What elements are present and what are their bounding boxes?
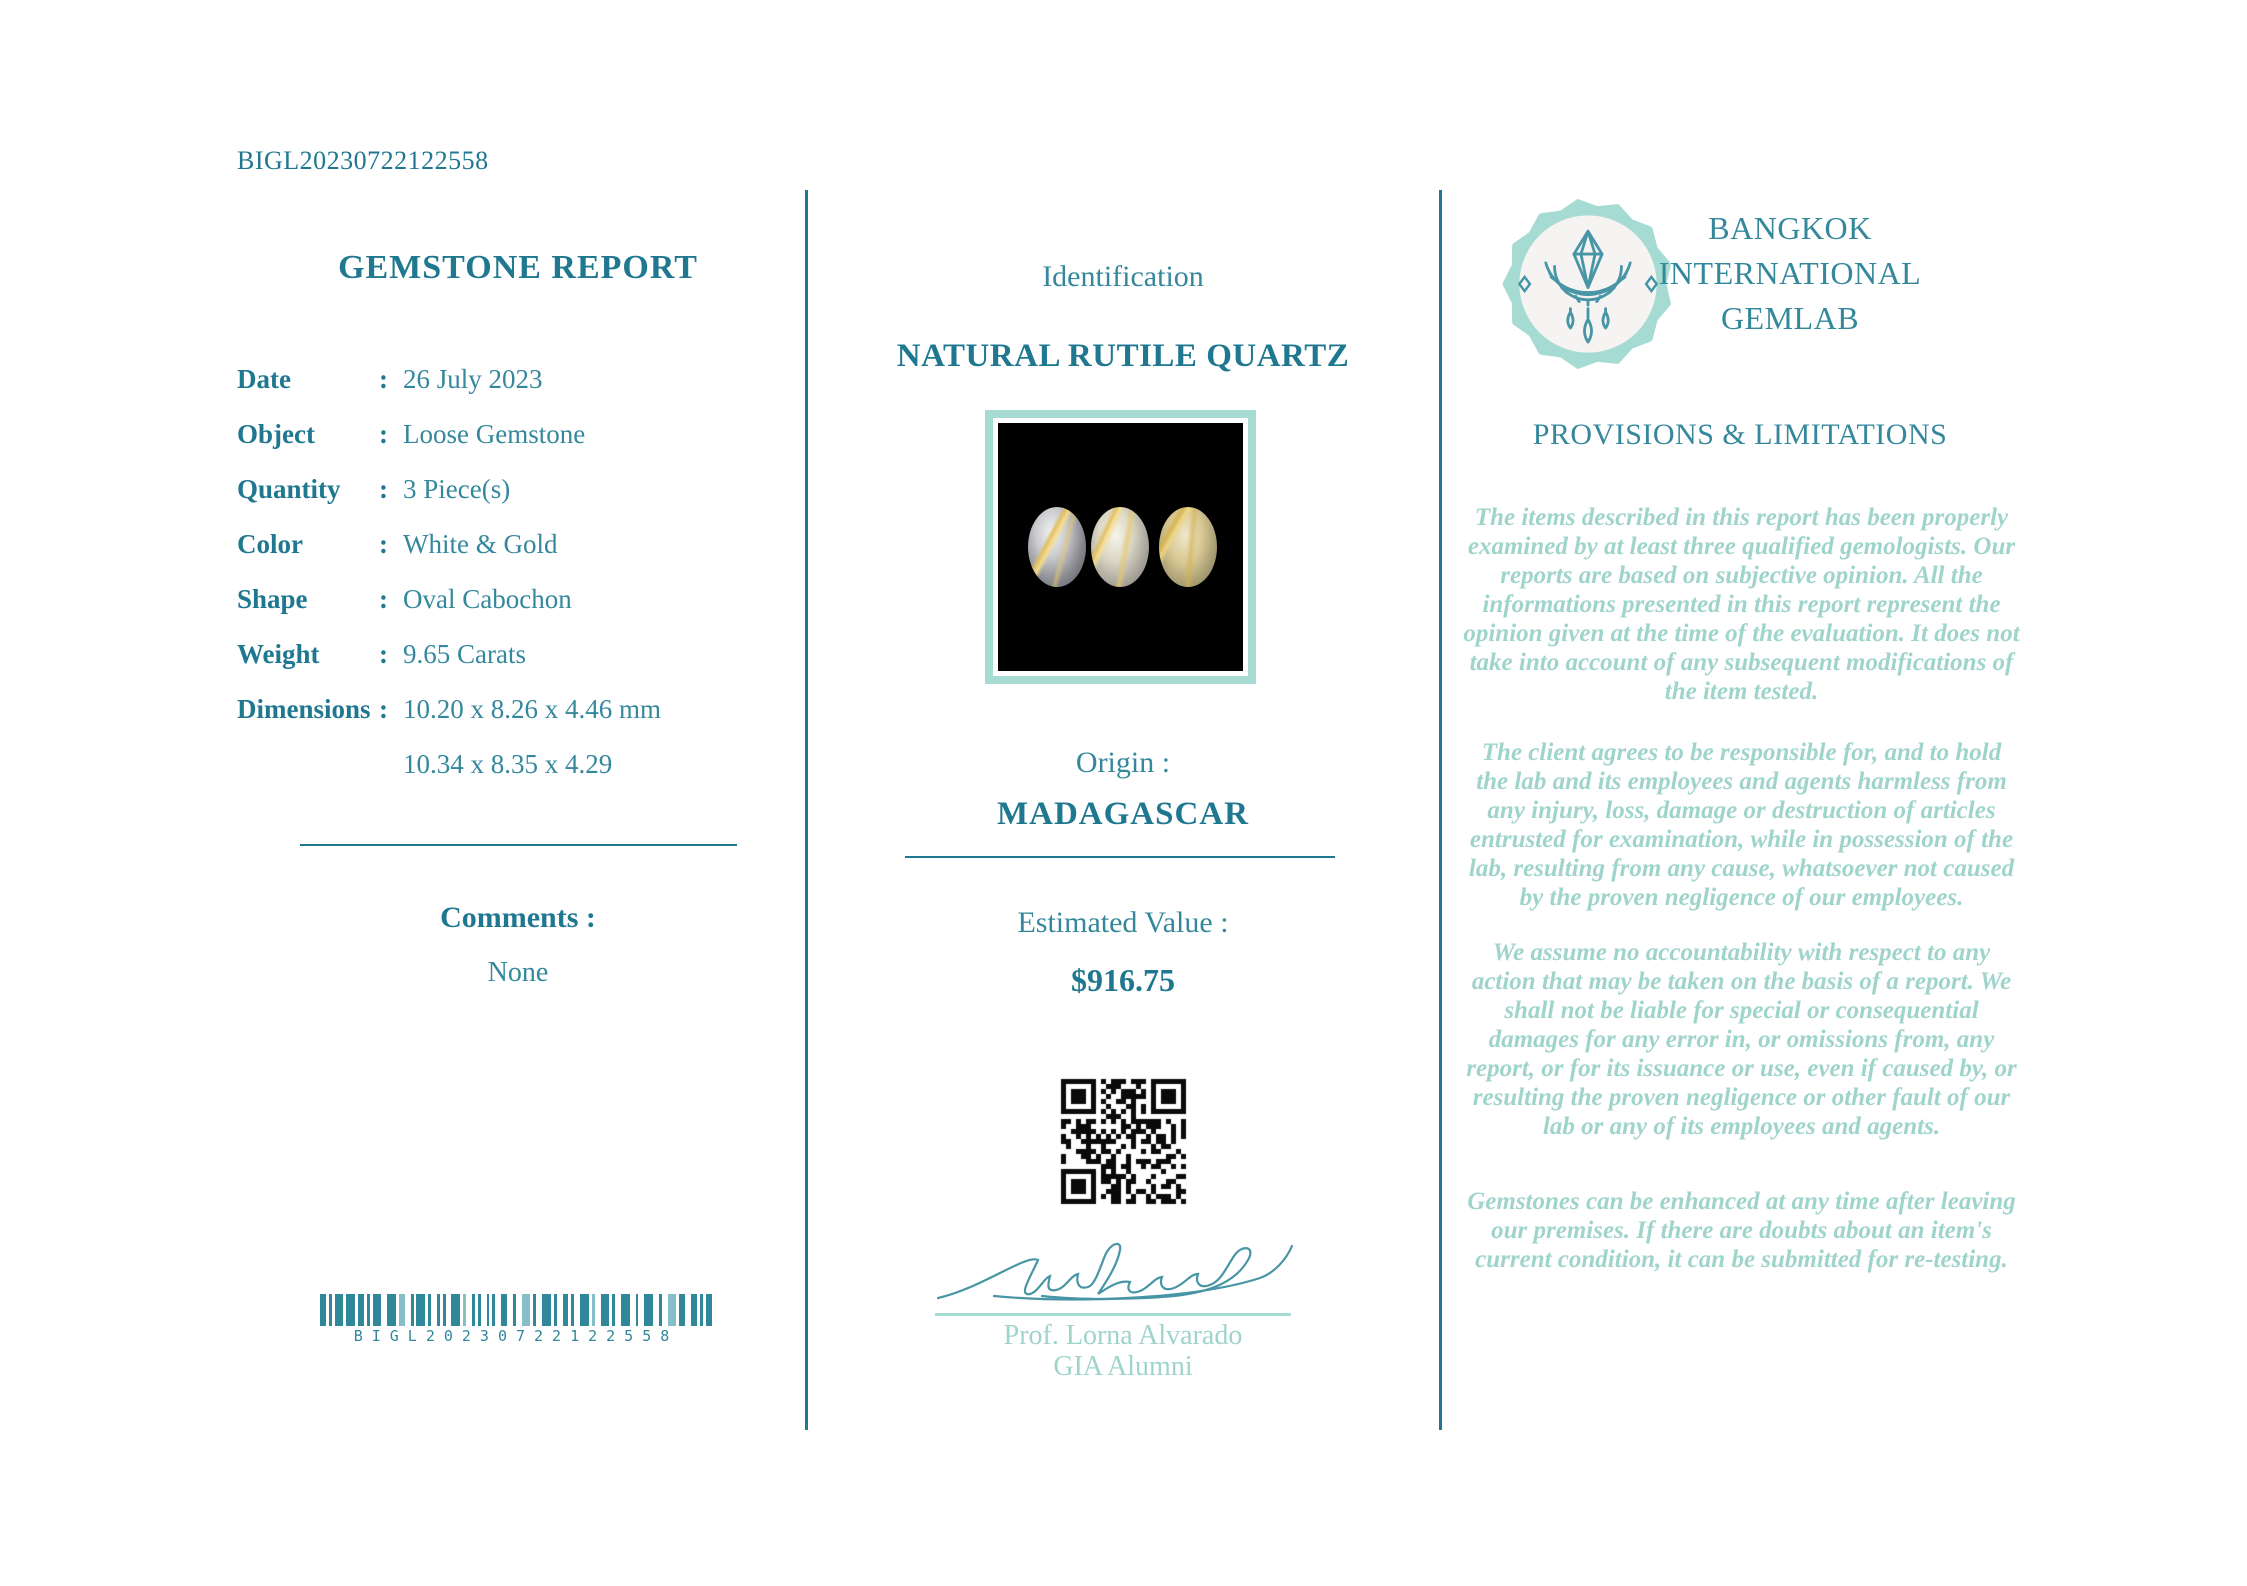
detail-value: Oval Cabochon xyxy=(403,584,572,614)
detail-row-dimensions xyxy=(237,694,777,749)
gemstone-cabochon-2 xyxy=(1091,507,1149,587)
detail-label: Dimensions xyxy=(237,694,371,724)
qr-code xyxy=(1060,1078,1187,1205)
detail-value: Loose Gemstone xyxy=(403,419,586,449)
estimated-value-amount: $916.75 xyxy=(1071,962,1175,998)
lab-name-line-3: GEMLAB xyxy=(1720,300,1860,336)
certifier-credential: GIA Alumni xyxy=(1053,1351,1193,1382)
detail-label: Shape xyxy=(237,584,308,614)
provisions-paragraph-4: Gemstones can be enhanced at any time after leaving our premises. If there are doubts about an item's current condition, it can be submitted for re-testing. xyxy=(1467,1188,2016,1273)
detail-value: 26 July 2023 xyxy=(403,364,543,394)
detail-colon: : xyxy=(379,364,388,394)
gemstone-photo-inner-border xyxy=(993,418,1248,676)
certifier-name: Prof. Lorna Alvarado xyxy=(1003,1320,1243,1351)
barcode-bars xyxy=(320,1294,712,1326)
gemstone-cabochon-3 xyxy=(1159,507,1217,587)
origin-heading: Origin : xyxy=(1075,746,1171,779)
gem-name: NATURAL RUTILE QUARTZ xyxy=(896,338,1350,374)
detail-colon: : xyxy=(379,694,388,724)
lab-name-line-2: INTERNATIONAL xyxy=(1658,255,1922,291)
detail-colon: : xyxy=(379,474,388,504)
detail-row-dimensions-cont xyxy=(237,749,777,804)
lab-name xyxy=(1635,206,1945,341)
comments-value: None xyxy=(487,957,549,988)
detail-value: 3 Piece(s) xyxy=(403,474,511,504)
detail-colon: : xyxy=(379,419,388,449)
gemstone-photo xyxy=(985,410,1256,684)
identification-heading: Identification xyxy=(1042,260,1204,293)
detail-row-quantity xyxy=(237,474,777,529)
signature-line xyxy=(935,1313,1291,1316)
gemstone-photo-background xyxy=(998,423,1243,671)
detail-value: 10.20 x 8.26 x 4.46 mm xyxy=(403,694,662,724)
detail-label: Color xyxy=(237,529,303,559)
report-number: BIGL20230722122558 xyxy=(237,146,489,175)
detail-row-color xyxy=(237,529,777,584)
detail-row-weight xyxy=(237,639,777,694)
detail-value: 10.34 x 8.35 x 4.29 xyxy=(403,749,613,779)
detail-colon: : xyxy=(379,639,388,669)
comments-heading: Comments : xyxy=(440,901,596,934)
lab-name-line-1: BANGKOK xyxy=(1708,210,1872,246)
detail-label: Date xyxy=(237,364,291,394)
left-section-divider xyxy=(300,844,737,846)
provisions-paragraph-3: We assume no accountability with respect to any action that may be taken on the basis of a report. We shall not be liable for special or consequential damages for any error in, or omissions from, any report, or for its issuance or use, even if caused by, or resulting the proven negligence or other fault of our lab or any of its employees and agents. xyxy=(1466,939,2017,1140)
report-details-table xyxy=(237,364,777,804)
report-barcode xyxy=(320,1294,712,1345)
barcode-text: BIGL20230722122558 xyxy=(353,1327,679,1345)
detail-row-object xyxy=(237,419,777,474)
provisions-paragraph-2: The client agrees to be responsible for, and to hold the lab and its employees and agents harmless from any injury, loss, damage or destruction of articles entrusted for examination, while in possession of the lab, resulting from any cause, whatsoever not caused by the proven negligence of our employees. xyxy=(1468,739,2015,911)
provisions-paragraphs xyxy=(1463,503,2020,1274)
provisions-heading: PROVISIONS & LIMITATIONS xyxy=(1532,418,1948,451)
detail-colon: : xyxy=(379,584,388,614)
detail-value: White & Gold xyxy=(403,529,558,559)
detail-label: Object xyxy=(237,419,315,449)
origin-value: MADAGASCAR xyxy=(997,796,1249,832)
detail-label: Quantity xyxy=(237,474,341,504)
signature-image xyxy=(930,1232,1300,1314)
gemstone-cabochon-1 xyxy=(1028,507,1086,587)
detail-value: 9.65 Carats xyxy=(403,639,526,669)
detail-colon: : xyxy=(379,529,388,559)
middle-section-divider xyxy=(905,856,1335,858)
provisions-paragraph-1: The items described in this report has been properly examined by at least three qualified gemologists. Our reports are based on subjective opinion. All the informations presented in this report represent the opinion given at the time of the evaluation. It does not take into account of any subsequent modifications of the item tested. xyxy=(1463,504,2020,705)
detail-label: Weight xyxy=(237,639,320,669)
report-title: GEMSTONE REPORT xyxy=(338,249,698,286)
estimated-value-heading: Estimated Value : xyxy=(1017,906,1229,939)
detail-row-date xyxy=(237,364,777,419)
detail-row-shape xyxy=(237,584,777,639)
